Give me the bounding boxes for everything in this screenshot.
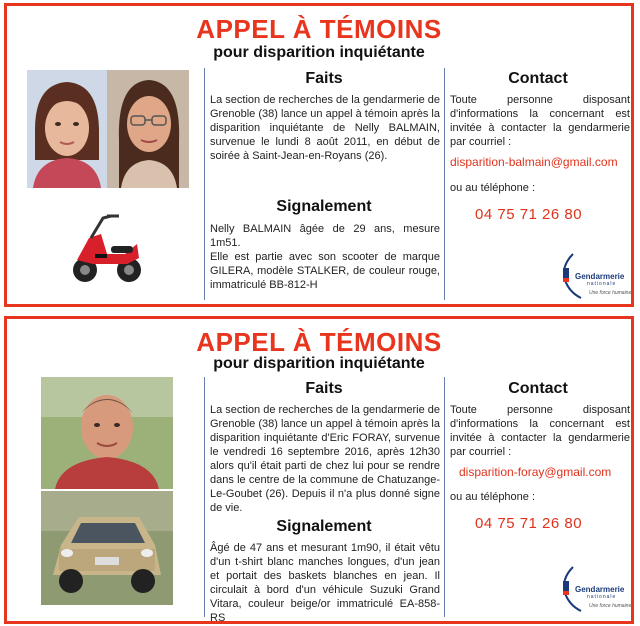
gendarmerie-logo — [559, 250, 633, 302]
contact-heading: Contact — [508, 70, 568, 87]
faits-heading: Faits — [305, 70, 343, 87]
phone-intro: ou au téléphone : — [450, 491, 536, 503]
contact-phone[interactable]: 04 75 71 26 80 — [475, 206, 583, 223]
signalement-line: Nelly BALMAIN âgée de 29 ans, mesure 1m51. — [210, 223, 440, 249]
column-divider — [204, 68, 205, 300]
contact-text: Toute personne disposant d'informations la concernant est invitée à contacter la gendarmerie par courriel : — [450, 94, 630, 148]
contact-email-link[interactable]: disparition-balmain@gmail.com — [450, 155, 618, 169]
missing-person-photo-1 — [27, 70, 107, 188]
column-divider — [444, 377, 445, 617]
notice-subtitle: pour disparition inquiétante — [213, 355, 425, 372]
logo-sub: nationale — [587, 594, 617, 600]
missing-person-photo-2 — [107, 70, 189, 188]
signalement-text — [210, 222, 440, 292]
faits-text: La section de recherches de la gendarmerie de Grenoble (38) lance un appel à témoin après la disparition inquiétante d'Eric FORAY, survenue le vendredi 16 septembre 2016, après 12h30 alors qu'il était parti de chez lui pour se rendre dans le centre de la commune de Chatuzange-Le-Goubet (26). Depuis il n'a plus donné signe de vie. — [210, 404, 440, 514]
signalement-text: Âgé de 47 ans et mesurant 1m90, il était vêtu d'un t-shirt blanc manches longues, d'un jean et portait des baskets blanches en jean. Il circulait à bord d'un véhicule Suzuki Grand Vitara, couleur beige/or immatriculé EA-858-RS — [210, 542, 440, 624]
gendarmerie-logo — [559, 563, 633, 615]
contact-text: Toute personne disposant d'informations la concernant est invitée à contacter la gendarmerie par courriel : — [450, 404, 630, 458]
notice-foray — [4, 316, 634, 624]
signalement-line: Elle est partie avec son scooter de marque GILERA, modèle STALKER, de couleur rouge, immatriculé BB-812-H — [210, 251, 440, 291]
column-divider — [204, 377, 205, 617]
logo-motto: Une force humaine — [589, 603, 632, 609]
logo-motto: Une force humaine — [589, 290, 632, 296]
notice-title: APPEL À TÉMOINS — [196, 327, 442, 357]
logo-name: Gendarmerie — [575, 585, 625, 594]
notice-balmain — [4, 3, 634, 307]
scooter-photo — [67, 204, 147, 288]
contact-email-link[interactable]: disparition-foray@gmail.com — [459, 465, 612, 479]
notice-title: APPEL À TÉMOINS — [196, 14, 442, 44]
contact-heading: Contact — [508, 380, 568, 397]
vehicle-photo — [41, 491, 173, 605]
logo-name: Gendarmerie — [575, 272, 625, 281]
faits-heading: Faits — [305, 380, 343, 397]
signalement-heading: Signalement — [276, 198, 372, 215]
notice-subtitle: pour disparition inquiétante — [213, 44, 425, 61]
missing-person-photo — [41, 377, 173, 489]
signalement-heading: Signalement — [276, 518, 372, 535]
contact-phone[interactable]: 04 75 71 26 80 — [475, 515, 583, 532]
faits-text: La section de recherches de la gendarmerie de Grenoble (38) lance un appel à témoin après la disparition inquiétante de Nelly BALMAIN, survenue le lundi 8 août 2011, en début de soirée à Saint-Jean-en-Royans (26). — [210, 94, 440, 162]
column-divider — [444, 68, 445, 300]
phone-intro: ou au téléphone : — [450, 182, 536, 194]
logo-sub: nationale — [587, 281, 617, 287]
